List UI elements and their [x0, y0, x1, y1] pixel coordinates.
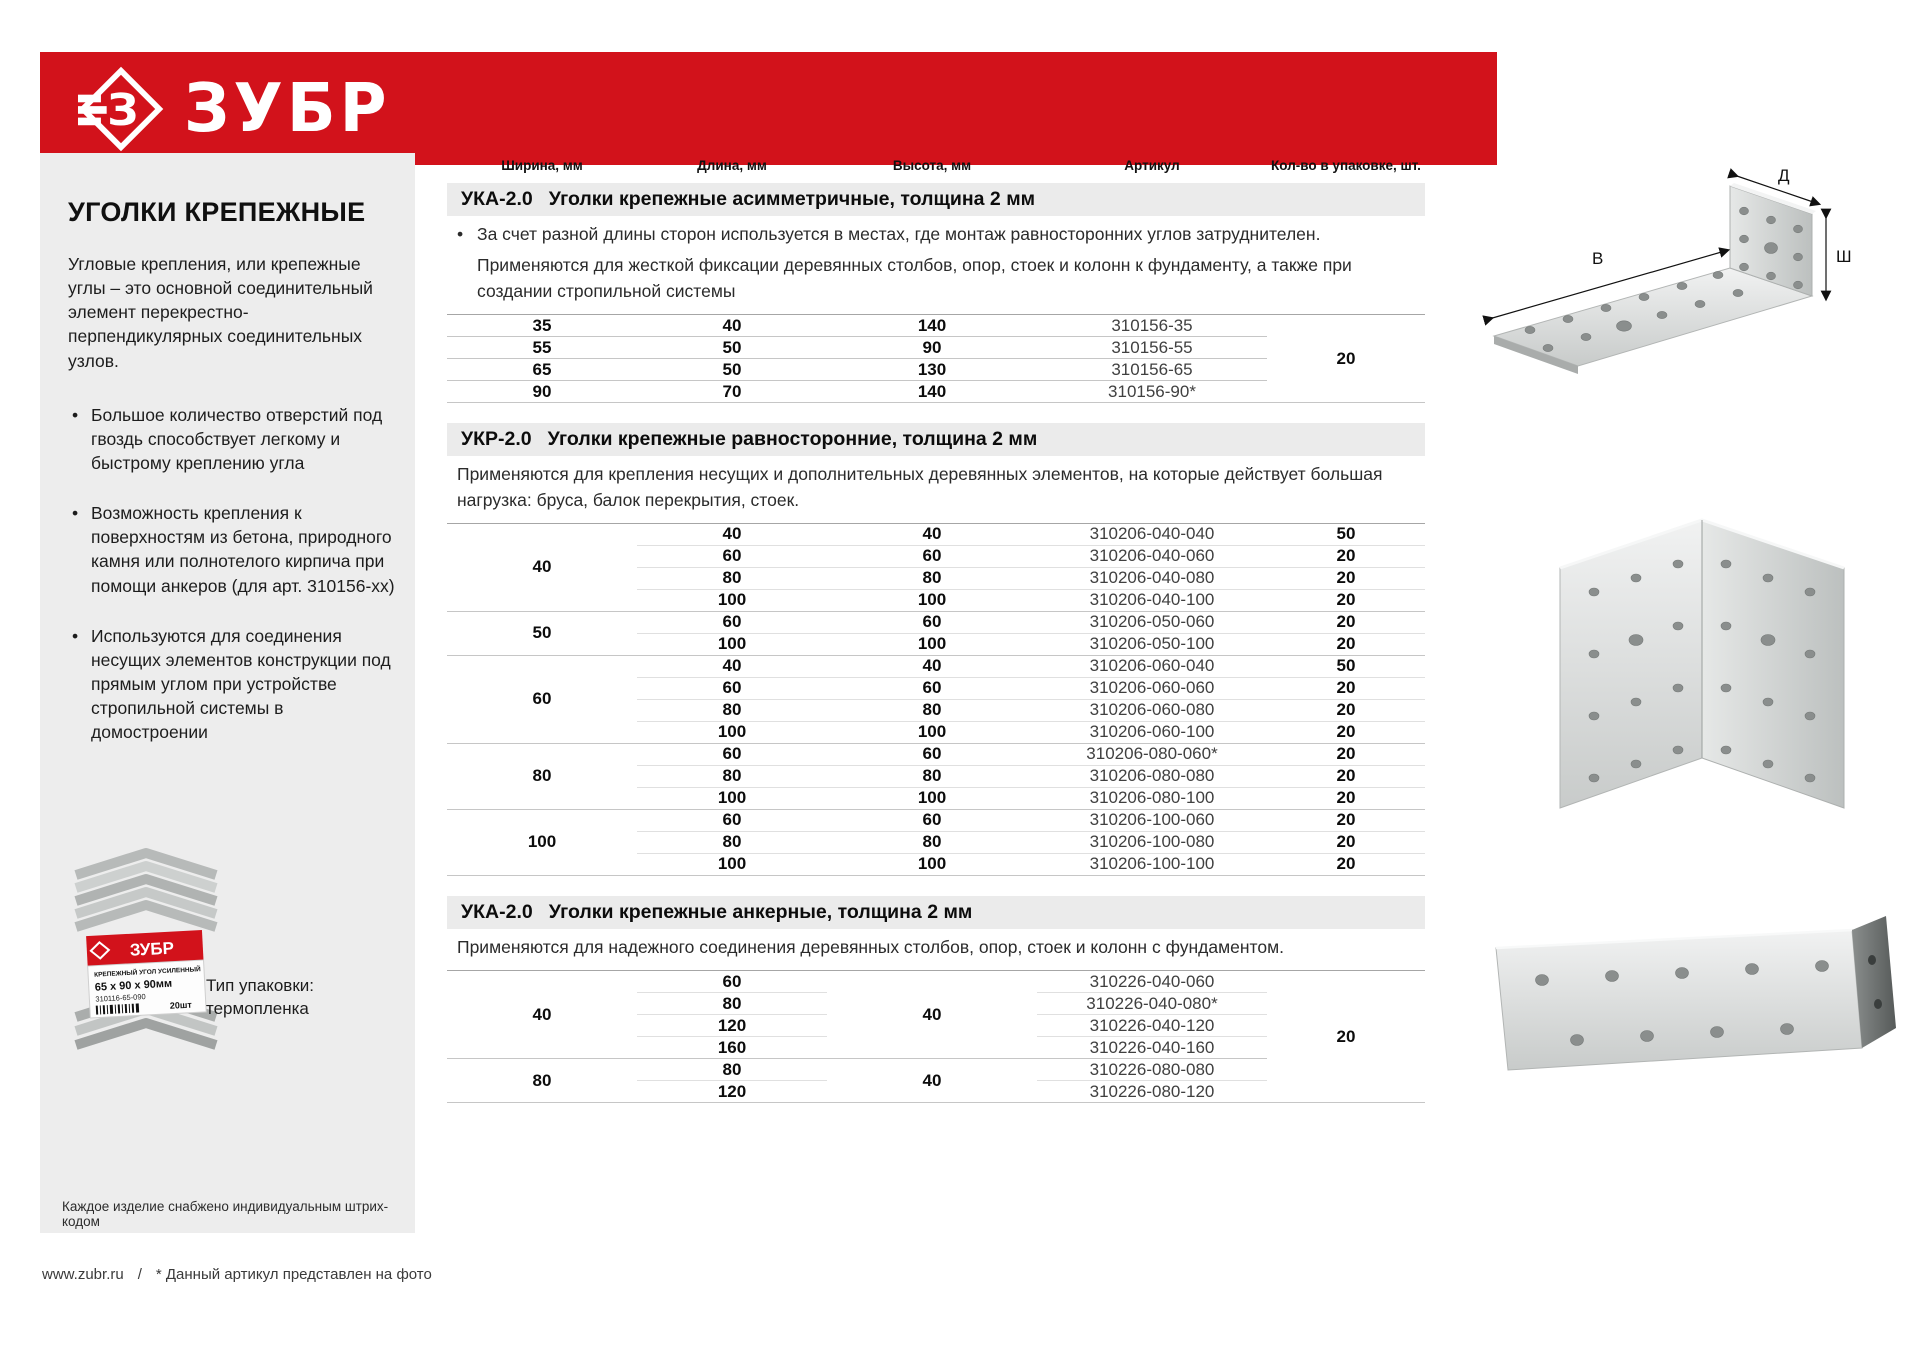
cell-height: 130 [827, 359, 1037, 381]
package-label-brand: ЗУБР [129, 938, 175, 960]
cell-width: 90 [447, 381, 637, 403]
package-photo [56, 841, 236, 1056]
cell-width: 80 [447, 1059, 637, 1103]
cell-height: 140 [827, 381, 1037, 403]
cell-length: 60 [637, 743, 827, 765]
cell-length: 160 [637, 1037, 827, 1059]
footer-separator: / [137, 1266, 142, 1283]
cell-article: 310226-040-160 [1037, 1037, 1267, 1059]
table-row [447, 523, 1425, 545]
section-desc: Применяются для жесткой фиксации деревянных столбов, опор, стоек и колонн к фундаменту, а также при создании стропильной системы [477, 255, 1352, 301]
cell-length: 70 [637, 381, 827, 403]
table-row [447, 809, 1425, 831]
cell-width: 55 [447, 337, 637, 359]
cell-qty: 20 [1267, 831, 1425, 853]
footer [42, 1266, 432, 1283]
product-image-anchor [1482, 880, 1912, 1110]
cell-qty: 20 [1267, 971, 1425, 1103]
cell-height: 90 [827, 337, 1037, 359]
cell-article: 310206-060-040 [1037, 655, 1267, 677]
product-image-asymmetric [1482, 168, 1912, 428]
cell-article: 310206-100-100 [1037, 853, 1267, 875]
brand-banner [40, 52, 1497, 165]
product-image-equal [1532, 490, 1872, 820]
spec-section [447, 423, 1425, 876]
cell-article: 310206-100-060 [1037, 809, 1267, 831]
cell-height: 80 [827, 765, 1037, 787]
cell-height: 100 [827, 589, 1037, 611]
cell-article: 310226-080-080 [1037, 1059, 1267, 1081]
cell-length: 80 [637, 831, 827, 853]
cell-height: 80 [827, 567, 1037, 589]
cell-article: 310156-35 [1037, 315, 1267, 337]
cell-height: 100 [827, 721, 1037, 743]
section-bullet-desc: • За счет разной длины сторон используется в местах, где монтаж равносторонних углов затруднителен. [457, 222, 1409, 247]
cell-height: 40 [827, 971, 1037, 1059]
section-title: Уголки крепежные асимметричные, толщина 2 мм [548, 188, 1036, 210]
cell-qty: 20 [1267, 809, 1425, 831]
cell-width: 60 [447, 655, 637, 743]
package-type [206, 975, 314, 1021]
spec-header-row [447, 158, 1425, 173]
dim-label-height: Ш [1836, 247, 1852, 266]
cell-article: 310206-060-080 [1037, 699, 1267, 721]
cell-width: 80 [447, 743, 637, 809]
sidebar-bullets [68, 403, 398, 745]
svg-text:З: З [107, 84, 139, 136]
dim-label-width: В [1592, 249, 1604, 268]
cell-qty: 20 [1267, 315, 1425, 403]
cell-article: 310206-050-100 [1037, 633, 1267, 655]
section-desc: Применяются для крепления несущих и дополнительных деревянных элементов, на которые действует большая нагрузка: бруса, балок перекрытия, стоек. [457, 464, 1383, 510]
cell-width: 40 [447, 971, 637, 1059]
cell-article: 310226-040-120 [1037, 1015, 1267, 1037]
section-title: Уголки крепежные равносторонние, толщина 2 мм [547, 428, 1038, 451]
cell-length: 40 [637, 523, 827, 545]
cell-width: 50 [447, 611, 637, 655]
cell-qty: 20 [1267, 589, 1425, 611]
column-header: Артикул [1124, 158, 1180, 173]
cell-article: 310206-100-080 [1037, 831, 1267, 853]
cell-height: 140 [827, 315, 1037, 337]
cell-length: 80 [637, 699, 827, 721]
section-desc: Применяются для надежного соединения деревянных столбов, опор, стоек и колонн с фундаментом. [457, 936, 1285, 957]
cell-article: 310206-050-060 [1037, 611, 1267, 633]
cell-article: 310206-080-060* [1037, 743, 1267, 765]
cell-length: 120 [637, 1015, 827, 1037]
column-header: Кол-во в упаковке, шт. [1271, 158, 1421, 173]
brand-wordmark: ЗУБР [184, 70, 391, 147]
cell-height: 100 [827, 787, 1037, 809]
cell-height: 100 [827, 853, 1037, 875]
section-title-strip [447, 896, 1425, 929]
spec-table [447, 314, 1425, 403]
cell-length: 100 [637, 787, 827, 809]
site-link[interactable]: www.zubr.ru [42, 1266, 124, 1283]
cell-qty: 20 [1267, 545, 1425, 567]
spec-table [447, 523, 1425, 876]
spec-section [447, 896, 1425, 1103]
cell-qty: 20 [1267, 677, 1425, 699]
cell-height: 40 [827, 1059, 1037, 1103]
cell-length: 100 [637, 633, 827, 655]
package-label-line2: 65 х 90 х 90мм [94, 977, 173, 994]
sidebar [40, 153, 415, 1233]
cell-height: 60 [827, 677, 1037, 699]
section-title-strip [447, 183, 1425, 216]
sidebar-bullet: • Большое количество отверстий под гвоздь способствует легкому и быстрому креплению угла [68, 403, 398, 475]
cell-length: 60 [637, 677, 827, 699]
cell-article: 310206-040-100 [1037, 589, 1267, 611]
cell-height: 60 [827, 545, 1037, 567]
cell-qty: 20 [1267, 699, 1425, 721]
cell-qty: 20 [1267, 853, 1425, 875]
cell-length: 60 [637, 809, 827, 831]
cell-height: 80 [827, 699, 1037, 721]
section-code: УКР-2.0 [461, 428, 532, 451]
dim-label-length: Д [1778, 168, 1790, 185]
sidebar-intro: Угловые крепления, или крепежные углы – это основной соединительный элемент перекрестно-перпендикулярных соединительных узлов. [68, 254, 373, 371]
cell-article: 310226-040-060 [1037, 971, 1267, 993]
section-title: Уголки крепежные анкерные, толщина 2 мм [548, 900, 973, 923]
cell-length: 80 [637, 567, 827, 589]
cell-height: 40 [827, 655, 1037, 677]
cell-height: 60 [827, 743, 1037, 765]
spec-sections [447, 183, 1425, 1103]
cell-article: 310206-060-100 [1037, 721, 1267, 743]
cell-qty: 20 [1267, 611, 1425, 633]
package-label-line1: КРЕПЕЖНЫЙ УГОЛ УСИЛЕННЫЙ [93, 966, 201, 979]
footer-note: * Данный артикул представлен на фото [155, 1266, 432, 1283]
cell-length: 120 [637, 1081, 827, 1103]
cell-width: 65 [447, 359, 637, 381]
cell-length: 80 [637, 1059, 827, 1081]
cell-length: 80 [637, 993, 827, 1015]
table-row [447, 611, 1425, 633]
cell-article: 310156-65 [1037, 359, 1267, 381]
table-row [447, 971, 1425, 993]
cell-qty: 50 [1267, 523, 1425, 545]
cell-article: 310206-040-040 [1037, 523, 1267, 545]
table-row [447, 743, 1425, 765]
cell-width: 40 [447, 523, 637, 611]
cell-article: 310206-060-060 [1037, 677, 1267, 699]
page-title: УГОЛКИ КРЕПЕЖНЫЕ [68, 197, 366, 227]
package-type-caption: Тип упаковки: [206, 976, 314, 995]
zubr-logo-icon [78, 66, 164, 152]
cell-width: 35 [447, 315, 637, 337]
cell-qty: 50 [1267, 655, 1425, 677]
cell-length: 50 [637, 337, 827, 359]
column-header: Длина, мм [697, 158, 767, 173]
spec-section [447, 183, 1425, 403]
section-title-strip [447, 423, 1425, 456]
table-row [447, 315, 1425, 337]
cell-length: 100 [637, 721, 827, 743]
cell-article: 310206-080-100 [1037, 787, 1267, 809]
cell-article: 310226-040-080* [1037, 993, 1267, 1015]
sidebar-bullet: • Возможность крепления к поверхностям из бетона, природного камня или полнотелого кирпича при помощи анкеров (для арт. 310156-хх) [68, 501, 398, 598]
spec-table [447, 970, 1425, 1103]
cell-qty: 20 [1267, 721, 1425, 743]
spec-area [447, 158, 1425, 1123]
cell-article: 310206-040-060 [1037, 545, 1267, 567]
cell-length: 100 [637, 589, 827, 611]
package-label-line4: 20шт [169, 999, 193, 1011]
section-code: УКА-2.0 [461, 188, 533, 210]
cell-qty: 20 [1267, 743, 1425, 765]
cell-article: 310156-90* [1037, 381, 1267, 403]
cell-article: 310156-55 [1037, 337, 1267, 359]
sidebar-bullet: • Используются для соединения несущих элементов конструкции под прямым углом при устройстве стропильной системы в домостроении [68, 624, 398, 745]
cell-article: 310206-080-080 [1037, 765, 1267, 787]
cell-length: 40 [637, 655, 827, 677]
cell-article: 310226-080-120 [1037, 1081, 1267, 1103]
cell-height: 100 [827, 633, 1037, 655]
cell-height: 60 [827, 809, 1037, 831]
cell-qty: 20 [1267, 765, 1425, 787]
package-label-line3: 310116-65-090 [95, 992, 146, 1004]
cell-length: 50 [637, 359, 827, 381]
barcode-note: Каждое изделие снабжено индивидуальным штрих-кодом [62, 1199, 389, 1229]
cell-height: 60 [827, 611, 1037, 633]
cell-length: 100 [637, 853, 827, 875]
cell-qty: 20 [1267, 567, 1425, 589]
package-type-value: термопленка [206, 998, 309, 1018]
column-header: Ширина, мм [501, 158, 583, 173]
cell-length: 60 [637, 611, 827, 633]
cell-width: 100 [447, 809, 637, 875]
cell-article: 310206-040-080 [1037, 567, 1267, 589]
cell-height: 40 [827, 523, 1037, 545]
cell-length: 60 [637, 545, 827, 567]
cell-length: 60 [637, 971, 827, 993]
cell-qty: 20 [1267, 787, 1425, 809]
cell-qty: 20 [1267, 633, 1425, 655]
cell-length: 80 [637, 765, 827, 787]
cell-length: 40 [637, 315, 827, 337]
table-row [447, 655, 1425, 677]
cell-height: 80 [827, 831, 1037, 853]
section-code: УКА-2.0 [461, 900, 533, 923]
column-header: Высота, мм [892, 158, 972, 173]
